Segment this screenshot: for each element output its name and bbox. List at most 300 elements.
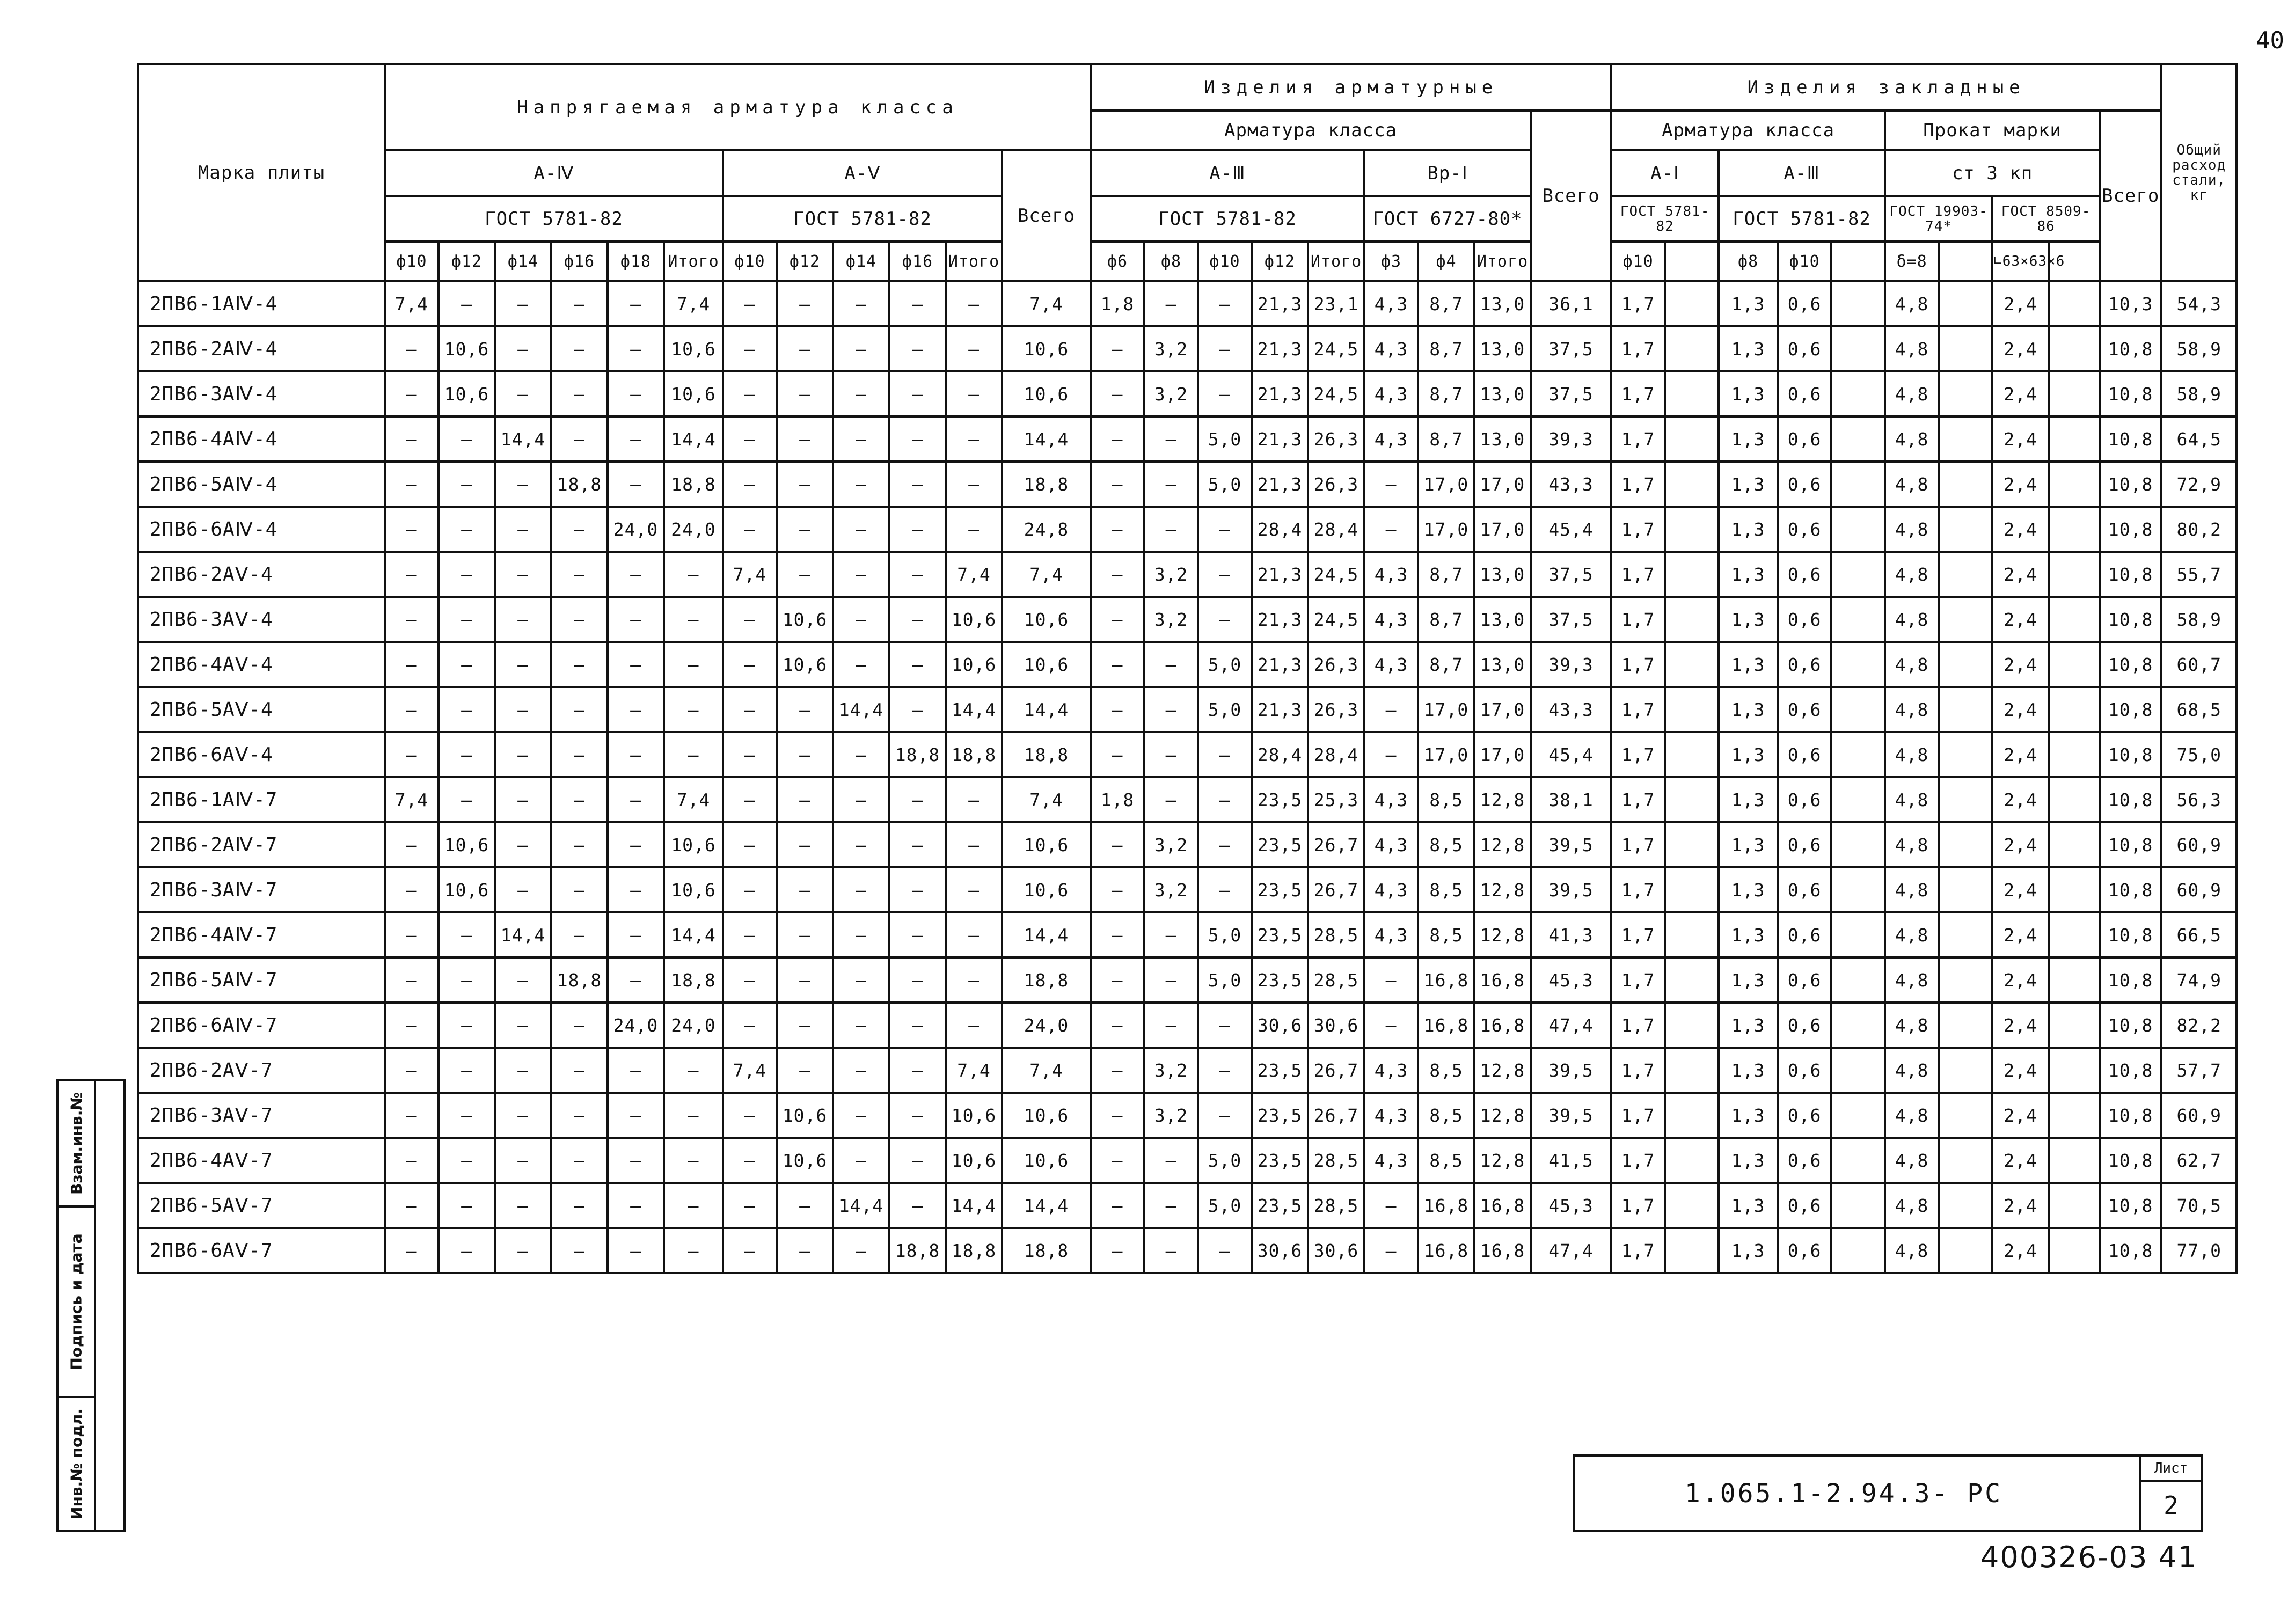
table-cell: —: [723, 416, 777, 462]
table-cell: 12,8: [1474, 822, 1531, 867]
table-cell: 0,6: [1778, 867, 1831, 912]
table-cell: 18,8: [889, 732, 946, 777]
table-cell: 45,4: [1531, 732, 1611, 777]
table-cell: [1665, 1003, 1719, 1048]
table-cell: —: [833, 732, 889, 777]
table-cell: 39,5: [1531, 822, 1611, 867]
table-cell: —: [889, 597, 946, 642]
table-cell: 4,3: [1364, 371, 1418, 416]
col-d14: ф14: [833, 242, 889, 281]
slab-mark: 2ПВ6-6АⅣ-4: [138, 507, 385, 552]
table-cell: 10,6: [946, 1138, 1002, 1183]
table-cell: —: [438, 1093, 495, 1138]
table-cell: —: [889, 1093, 946, 1138]
table-cell: 1,7: [1611, 1003, 1665, 1048]
table-cell: —: [1091, 1228, 1144, 1273]
table-cell: —: [438, 642, 495, 687]
table-cell: —: [946, 957, 1002, 1003]
table-cell: 1,7: [1611, 462, 1665, 507]
table-cell: —: [438, 1228, 495, 1273]
table-cell: —: [889, 1003, 946, 1048]
table-row: [138, 822, 2236, 867]
table-cell: 1,3: [1719, 1093, 1778, 1138]
table-cell: —: [551, 1093, 608, 1138]
col-d12: ф12: [1252, 242, 1308, 281]
table-cell: 1,3: [1719, 326, 1778, 371]
table-cell: [1831, 597, 1885, 642]
table-cell: —: [495, 326, 551, 371]
table-cell: [2049, 597, 2100, 642]
table-cell: 10,8: [2100, 687, 2161, 732]
table-cell: 21,3: [1252, 642, 1308, 687]
table-cell: 25,3: [1308, 777, 1364, 822]
gost-a1: ГОСТ 5781-82: [1611, 196, 1719, 242]
table-cell: 1,7: [1611, 326, 1665, 371]
table-cell: 39,3: [1531, 642, 1611, 687]
sheet-number: 2: [2164, 1491, 2179, 1520]
table-cell: —: [777, 912, 833, 957]
table-cell: 10,8: [2100, 1228, 2161, 1273]
table-cell: 1,7: [1611, 687, 1665, 732]
table-cell: —: [777, 777, 833, 822]
table-cell: —: [1144, 957, 1198, 1003]
col-d3: ф3: [1364, 242, 1418, 281]
table-cell: 7,4: [1002, 552, 1091, 597]
table-cell: 2,4: [1992, 326, 2049, 371]
table-cell: 17,0: [1418, 732, 1474, 777]
table-cell: —: [1091, 1093, 1144, 1138]
table-cell: —: [608, 957, 664, 1003]
table-cell: 0,6: [1778, 687, 1831, 732]
table-cell: 1,3: [1719, 957, 1778, 1003]
table-cell: 41,3: [1531, 912, 1611, 957]
table-cell: —: [889, 957, 946, 1003]
title-block: [1573, 1454, 2203, 1532]
table-cell: 10,6: [438, 867, 495, 912]
col-d10: ф10: [723, 242, 777, 281]
table-cell: 7,4: [1002, 1048, 1091, 1093]
table-cell: 8,7: [1418, 597, 1474, 642]
table-cell: 4,8: [1885, 1093, 1939, 1138]
table-cell: 16,8: [1474, 957, 1531, 1003]
table-cell: —: [889, 462, 946, 507]
table-cell: —: [946, 416, 1002, 462]
prestressed-total-header: Всего: [1002, 150, 1091, 281]
table-cell: —: [1198, 281, 1252, 326]
table-cell: —: [385, 732, 438, 777]
table-cell: 1,3: [1719, 281, 1778, 326]
table-cell: 39,5: [1531, 1048, 1611, 1093]
table-cell: 30,6: [1308, 1228, 1364, 1273]
table-cell: —: [1091, 957, 1144, 1003]
table-cell: [1831, 1003, 1885, 1048]
table-cell: —: [723, 326, 777, 371]
table-cell: —: [551, 687, 608, 732]
table-cell: —: [833, 1048, 889, 1093]
table-cell: 16,8: [1474, 1003, 1531, 1048]
table-cell: 10,8: [2100, 867, 2161, 912]
table-cell: 80,2: [2161, 507, 2236, 552]
table-cell: —: [1144, 1138, 1198, 1183]
table-cell: 3,2: [1144, 552, 1198, 597]
table-cell: 0,6: [1778, 912, 1831, 957]
table-cell: 28,4: [1308, 732, 1364, 777]
table-cell: 16,8: [1474, 1183, 1531, 1228]
table-cell: —: [889, 687, 946, 732]
table-cell: 58,9: [2161, 597, 2236, 642]
table-cell: —: [777, 1183, 833, 1228]
table-cell: —: [385, 416, 438, 462]
table-cell: —: [1091, 416, 1144, 462]
table-cell: 13,0: [1474, 326, 1531, 371]
table-cell: —: [1091, 597, 1144, 642]
table-cell: —: [608, 462, 664, 507]
table-cell: —: [833, 1138, 889, 1183]
table-cell: —: [1091, 462, 1144, 507]
table-cell: [1831, 957, 1885, 1003]
table-cell: 10,6: [777, 597, 833, 642]
gost-a4: ГОСТ 5781-82: [385, 196, 723, 242]
table-cell: [1665, 957, 1719, 1003]
table-cell: 8,5: [1418, 1093, 1474, 1138]
table-cell: 2,4: [1992, 1048, 2049, 1093]
table-cell: 4,3: [1364, 642, 1418, 687]
table-cell: —: [1364, 732, 1418, 777]
table-row: [138, 642, 2236, 687]
table-cell: —: [551, 1003, 608, 1048]
table-cell: [2049, 642, 2100, 687]
table-cell: —: [723, 462, 777, 507]
table-cell: —: [777, 326, 833, 371]
table-row: [138, 597, 2236, 642]
table-cell: 16,8: [1474, 1228, 1531, 1273]
table-cell: —: [1364, 462, 1418, 507]
table-cell: —: [438, 1138, 495, 1183]
table-cell: —: [438, 507, 495, 552]
table-cell: 1,8: [1091, 281, 1144, 326]
table-cell: 7,4: [946, 1048, 1002, 1093]
gost-a5: ГОСТ 5781-82: [723, 196, 1002, 242]
table-cell: 5,0: [1198, 912, 1252, 957]
table-cell: 2,4: [1992, 552, 2049, 597]
table-cell: 60,7: [2161, 642, 2236, 687]
table-cell: —: [438, 687, 495, 732]
table-cell: 21,3: [1252, 687, 1308, 732]
table-cell: [1939, 642, 1992, 687]
col-d10: ф10: [385, 242, 438, 281]
table-cell: —: [1091, 867, 1144, 912]
table-cell: 17,0: [1418, 687, 1474, 732]
col-d14: ф14: [495, 242, 551, 281]
table-cell: —: [1364, 1228, 1418, 1273]
table-cell: 10,8: [2100, 777, 2161, 822]
gost-19903: ГОСТ 19903-74*: [1885, 196, 1992, 242]
st3kp-header: ст 3 кп: [1885, 150, 2100, 196]
table-cell: —: [946, 822, 1002, 867]
table-cell: 45,3: [1531, 957, 1611, 1003]
table-cell: —: [438, 597, 495, 642]
table-cell: —: [889, 371, 946, 416]
document-code: 1.065.1-2.94.3- РС: [1684, 1478, 2003, 1509]
table-cell: 14,4: [1002, 687, 1091, 732]
table-cell: —: [1198, 867, 1252, 912]
table-cell: —: [889, 822, 946, 867]
table-row: [138, 1228, 2236, 1273]
a4-header: А-Ⅳ: [385, 150, 723, 196]
table-cell: [1939, 732, 1992, 777]
table-cell: 1,7: [1611, 371, 1665, 416]
table-cell: —: [1198, 371, 1252, 416]
table-cell: —: [551, 732, 608, 777]
col-d16: ф16: [889, 242, 946, 281]
table-cell: 18,8: [551, 957, 608, 1003]
table-cell: [1665, 1138, 1719, 1183]
table-cell: 4,3: [1364, 1048, 1418, 1093]
table-cell: 10,6: [946, 1093, 1002, 1138]
steel-consumption-table: [137, 63, 2238, 1274]
embedded-total-header: Всего: [2100, 111, 2161, 281]
table-cell: —: [438, 1048, 495, 1093]
table-cell: 10,6: [1002, 867, 1091, 912]
table-cell: —: [438, 462, 495, 507]
table-cell: 2,4: [1992, 1228, 2049, 1273]
table-cell: 4,8: [1885, 1228, 1939, 1273]
table-cell: 12,8: [1474, 1093, 1531, 1138]
table-cell: [1831, 822, 1885, 867]
table-cell: —: [1091, 1003, 1144, 1048]
table-cell: 8,7: [1418, 371, 1474, 416]
table-cell: 58,9: [2161, 371, 2236, 416]
table-cell: 37,5: [1531, 552, 1611, 597]
table-cell: 26,3: [1308, 416, 1364, 462]
table-cell: 8,7: [1418, 552, 1474, 597]
table-row: [138, 687, 2236, 732]
table-cell: [1665, 642, 1719, 687]
table-cell: 10,8: [2100, 326, 2161, 371]
table-cell: 1,7: [1611, 1138, 1665, 1183]
table-cell: 7,4: [723, 552, 777, 597]
slab-mark: 2ПВ6-1АⅣ-4: [138, 281, 385, 326]
table-cell: —: [664, 1228, 723, 1273]
table-cell: [1831, 507, 1885, 552]
table-cell: —: [1091, 507, 1144, 552]
table-cell: [1665, 462, 1719, 507]
table-cell: [1939, 1003, 1992, 1048]
table-cell: 62,7: [2161, 1138, 2236, 1183]
slab-mark: 2ПВ6-5АⅤ-4: [138, 687, 385, 732]
table-cell: 4,3: [1364, 597, 1418, 642]
table-cell: —: [608, 732, 664, 777]
slab-mark: 2ПВ6-4АⅤ-7: [138, 1138, 385, 1183]
table-cell: 5,0: [1198, 687, 1252, 732]
table-cell: —: [723, 867, 777, 912]
table-cell: —: [777, 552, 833, 597]
table-cell: 2,4: [1992, 642, 2049, 687]
table-cell: —: [777, 822, 833, 867]
table-cell: 23,5: [1252, 912, 1308, 957]
table-cell: 45,4: [1531, 507, 1611, 552]
table-cell: 4,8: [1885, 822, 1939, 867]
table-cell: [1831, 326, 1885, 371]
table-cell: —: [608, 687, 664, 732]
table-cell: 0,6: [1778, 732, 1831, 777]
table-cell: 10,8: [2100, 822, 2161, 867]
table-cell: —: [608, 642, 664, 687]
table-cell: [1939, 371, 1992, 416]
table-cell: 1,7: [1611, 822, 1665, 867]
table-cell: —: [608, 552, 664, 597]
table-cell: 18,8: [1002, 957, 1091, 1003]
table-cell: 24,5: [1308, 552, 1364, 597]
table-cell: —: [833, 597, 889, 642]
table-cell: 0,6: [1778, 326, 1831, 371]
table-row: [138, 371, 2236, 416]
table-cell: 30,6: [1252, 1228, 1308, 1273]
table-cell: —: [608, 1228, 664, 1273]
table-cell: [2049, 822, 2100, 867]
table-cell: —: [551, 867, 608, 912]
table-cell: 10,8: [2100, 1183, 2161, 1228]
total-steel-header: Общий расход стали, кг: [2161, 64, 2236, 281]
table-cell: 10,6: [946, 642, 1002, 687]
table-cell: —: [1144, 777, 1198, 822]
table-cell: 8,5: [1418, 867, 1474, 912]
table-cell: [2049, 371, 2100, 416]
table-cell: 10,6: [664, 822, 723, 867]
table-cell: [1939, 912, 1992, 957]
table-cell: 57,7: [2161, 1048, 2236, 1093]
table-cell: —: [495, 822, 551, 867]
table-cell: —: [889, 552, 946, 597]
table-cell: 4,8: [1885, 462, 1939, 507]
table-cell: —: [723, 1138, 777, 1183]
table-cell: 55,7: [2161, 552, 2236, 597]
table-row: [138, 1183, 2236, 1228]
table-cell: 21,3: [1252, 281, 1308, 326]
table-cell: —: [723, 1003, 777, 1048]
table-cell: —: [889, 1048, 946, 1093]
table-cell: 8,5: [1418, 822, 1474, 867]
table-cell: 1,3: [1719, 1048, 1778, 1093]
table-cell: —: [889, 326, 946, 371]
embedded-header: Изделия закладные: [1611, 64, 2161, 111]
table-cell: —: [551, 1048, 608, 1093]
table-cell: [2049, 416, 2100, 462]
table-cell: —: [608, 281, 664, 326]
table-cell: 23,5: [1252, 822, 1308, 867]
table-cell: —: [551, 1228, 608, 1273]
table-cell: 8,7: [1418, 642, 1474, 687]
table-cell: 75,0: [2161, 732, 2236, 777]
table-cell: [1665, 597, 1719, 642]
page-number: 40: [2256, 27, 2284, 54]
table-cell: 10,6: [664, 867, 723, 912]
table-row: [138, 326, 2236, 371]
table-cell: 56,3: [2161, 777, 2236, 822]
table-cell: 7,4: [385, 281, 438, 326]
table-cell: —: [438, 957, 495, 1003]
table-cell: 45,3: [1531, 1183, 1611, 1228]
table-cell: 14,4: [1002, 1183, 1091, 1228]
table-cell: —: [1144, 507, 1198, 552]
slab-mark: 2ПВ6-6АⅣ-7: [138, 1003, 385, 1048]
table-cell: —: [1198, 732, 1252, 777]
table-cell: [1665, 1183, 1719, 1228]
table-cell: 24,0: [608, 1003, 664, 1048]
table-cell: —: [777, 867, 833, 912]
table-cell: [2049, 1003, 2100, 1048]
table-cell: 4,8: [1885, 1003, 1939, 1048]
table-cell: 2,4: [1992, 597, 2049, 642]
table-cell: 7,4: [946, 552, 1002, 597]
table-cell: 0,6: [1778, 462, 1831, 507]
table-cell: 17,0: [1418, 462, 1474, 507]
table-cell: 10,8: [2100, 416, 2161, 462]
table-cell: 37,5: [1531, 326, 1611, 371]
table-cell: [1665, 326, 1719, 371]
col-d10: ф10: [1198, 242, 1252, 281]
table-cell: [1939, 326, 1992, 371]
table-cell: 10,6: [438, 822, 495, 867]
table-cell: —: [833, 777, 889, 822]
table-cell: 8,7: [1418, 281, 1474, 326]
table-cell: —: [385, 1048, 438, 1093]
table-cell: —: [889, 1138, 946, 1183]
table-cell: 10,8: [2100, 552, 2161, 597]
table-cell: —: [1198, 1093, 1252, 1138]
table-cell: [1831, 912, 1885, 957]
table-cell: 21,3: [1252, 462, 1308, 507]
table-cell: —: [385, 1093, 438, 1138]
table-cell: 4,3: [1364, 777, 1418, 822]
col-itogo: Итого: [1474, 242, 1531, 281]
table-cell: 26,3: [1308, 687, 1364, 732]
table-cell: 14,4: [946, 687, 1002, 732]
table-cell: 28,5: [1308, 912, 1364, 957]
table-cell: 2,4: [1992, 1138, 2049, 1183]
a3-embedded-header: А-Ⅲ: [1719, 150, 1885, 196]
table-cell: [1831, 552, 1885, 597]
table-cell: [2049, 326, 2100, 371]
table-cell: 10,6: [1002, 326, 1091, 371]
table-cell: 24,5: [1308, 326, 1364, 371]
table-cell: [1665, 822, 1719, 867]
table-cell: 7,4: [1002, 281, 1091, 326]
table-cell: —: [438, 777, 495, 822]
table-cell: 10,8: [2100, 597, 2161, 642]
table-cell: —: [551, 912, 608, 957]
table-row: [138, 281, 2236, 326]
table-cell: —: [495, 281, 551, 326]
table-cell: —: [385, 371, 438, 416]
table-cell: 14,4: [1002, 416, 1091, 462]
table-cell: 4,3: [1364, 912, 1418, 957]
table-cell: 17,0: [1474, 732, 1531, 777]
slab-mark: 2ПВ6-5АⅣ-4: [138, 462, 385, 507]
table-cell: [1665, 371, 1719, 416]
table-cell: 7,4: [1002, 777, 1091, 822]
table-cell: 16,8: [1418, 957, 1474, 1003]
table-cell: —: [551, 281, 608, 326]
table-cell: [2049, 462, 2100, 507]
table-cell: [1665, 912, 1719, 957]
table-cell: —: [608, 1183, 664, 1228]
table-cell: —: [495, 867, 551, 912]
table-cell: [1831, 1228, 1885, 1273]
a5-header: А-Ⅴ: [723, 150, 1002, 196]
table-cell: —: [495, 1228, 551, 1273]
table-row: [138, 957, 2236, 1003]
